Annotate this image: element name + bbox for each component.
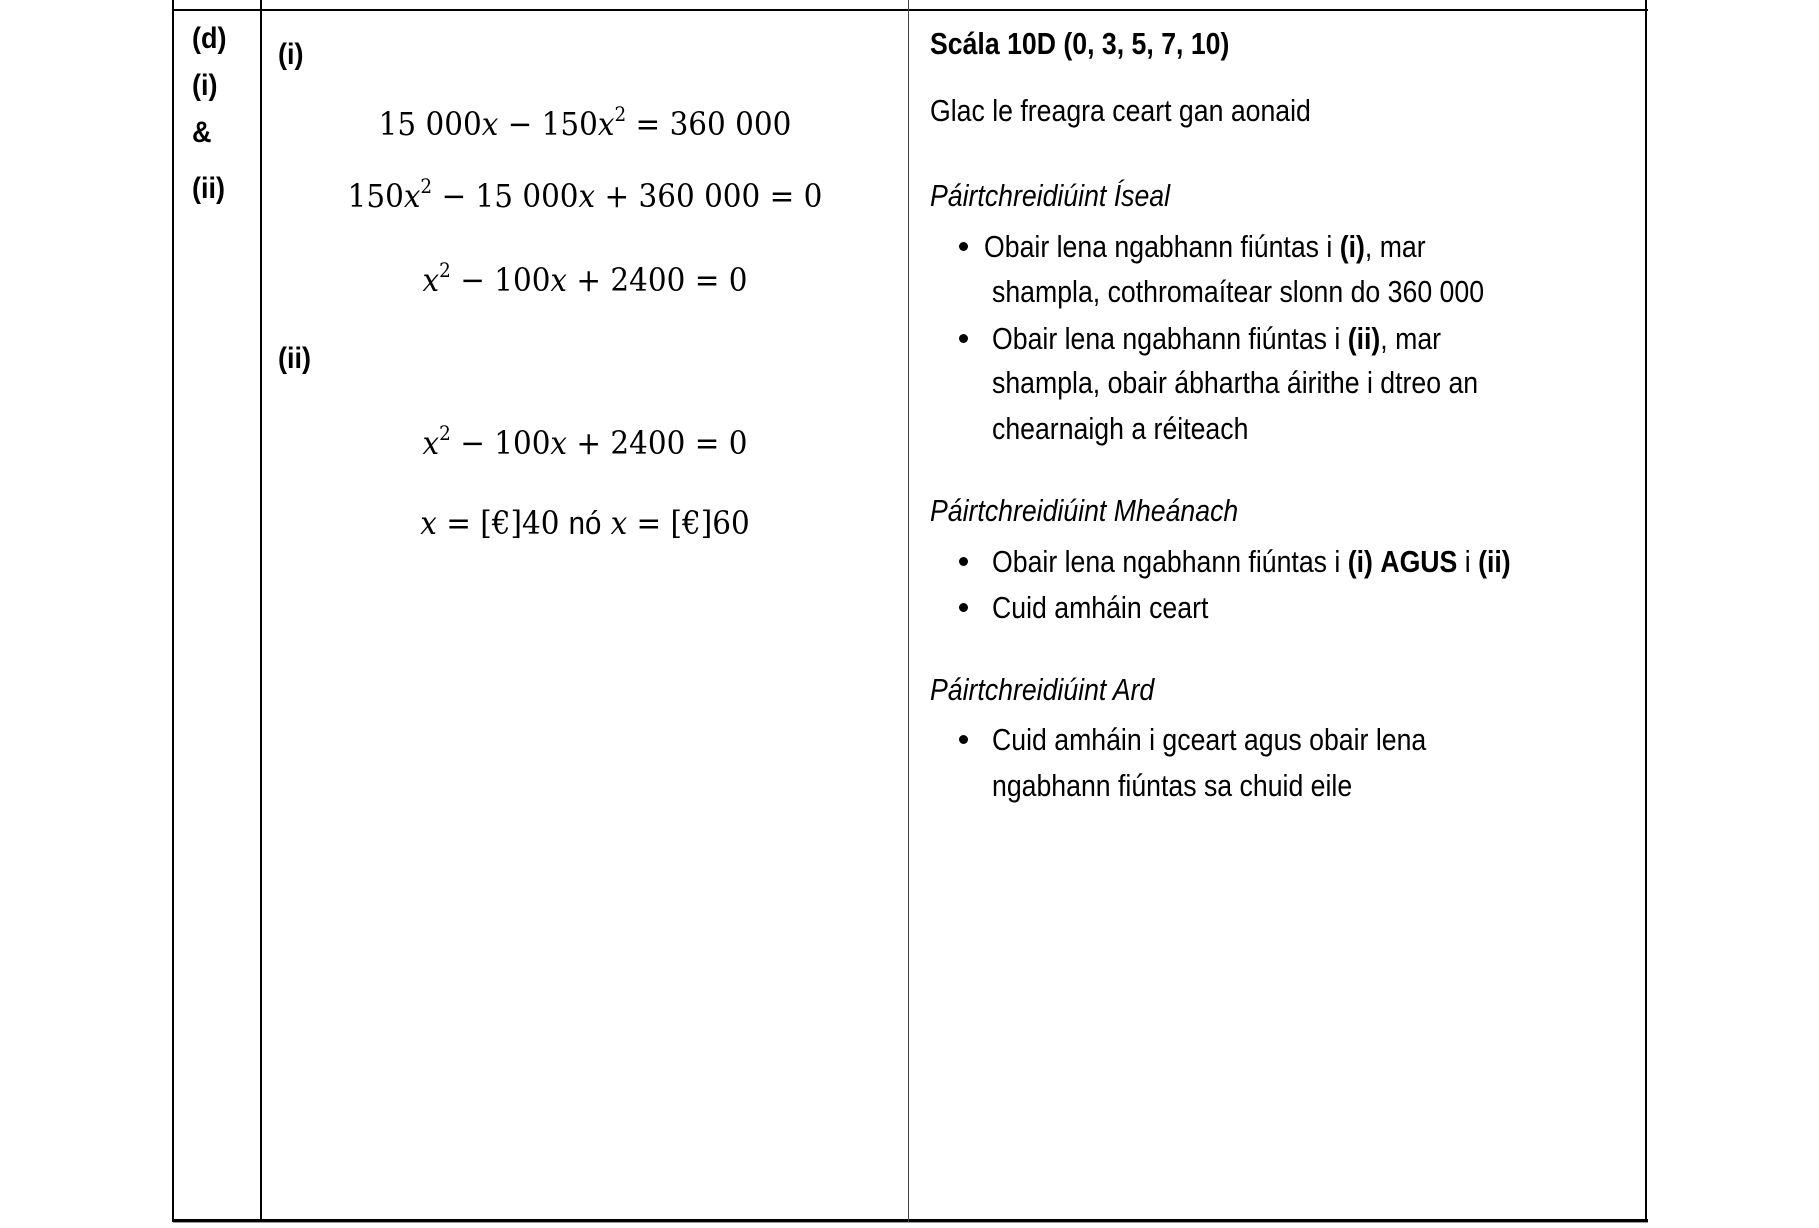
question-part-label: (d) — [192, 22, 227, 55]
scale-title: Scála 10D (0, 3, 5, 7, 10) — [930, 26, 1230, 61]
table-right-border — [1645, 0, 1647, 1222]
solution-part-i-label: (i) — [278, 38, 304, 71]
bullet-icon — [959, 557, 968, 566]
table-left-border — [172, 0, 174, 1222]
equation-1: 15 $000x - 150x^2 = 360$ 000 — [378, 102, 792, 143]
column-divider-label — [260, 0, 262, 1222]
question-sub-label-ii: (ii) — [192, 172, 225, 205]
low-bullet-2-line-3: chearnaigh a réiteach — [992, 411, 1249, 446]
question-sub-label-i: (i) — [192, 69, 218, 102]
low-bullet-2-line-1: Obair lena ngabhann fiúntas i (ii), mar — [992, 321, 1442, 356]
table-top-border — [173, 9, 1648, 11]
column-divider-solution — [908, 0, 909, 1222]
equation-4: $x^2 - 100x + 2400 = 0$ — [422, 421, 748, 462]
mid-partial-credit-heading: Páirtchreidiúint Mheánach — [930, 493, 1239, 528]
low-bullet-2-line-2: shampla, obair ábhartha áirithe i dtreo an — [992, 365, 1479, 400]
equation-3: $x^2 - 100x + 2400 = 0$ — [422, 258, 748, 299]
question-ampersand: & — [192, 116, 212, 149]
equation-5-roots: x = [€]40 nó x = [€]60 — [420, 504, 750, 542]
low-bullet-1-line-1: Obair lena ngabhann fiúntas i (i), mar — [984, 229, 1426, 264]
bullet-icon — [959, 603, 968, 612]
bullet-icon — [959, 735, 968, 744]
bullet-icon — [959, 242, 968, 251]
solution-part-ii-label: (ii) — [278, 342, 311, 375]
high-partial-credit-heading: Páirtchreidiúint Ard — [930, 672, 1155, 707]
accept-note: Glac le freagra ceart gan aonaid — [930, 93, 1311, 128]
high-bullet-1-line-2: ngabhann fiúntas sa chuid eile — [992, 768, 1353, 803]
bullet-icon — [959, 334, 968, 343]
low-bullet-1-line-2: shampla, cothromaítear slonn do 360 000 — [992, 274, 1485, 309]
mid-bullet-1: Obair lena ngabhann fiúntas i (i) AGUS i (ii) — [992, 544, 1511, 579]
low-partial-credit-heading: Páirtchreidiúint Íseal — [930, 178, 1171, 213]
high-bullet-1-line-1: Cuid amháin i gceart agus obair lena — [992, 722, 1427, 757]
equation-2: $150x^2 - 15$ 000x + 360 000 = 0 — [347, 174, 823, 215]
table-bottom-border — [173, 1219, 1648, 1222]
mid-bullet-2: Cuid amháin ceart — [992, 590, 1209, 625]
